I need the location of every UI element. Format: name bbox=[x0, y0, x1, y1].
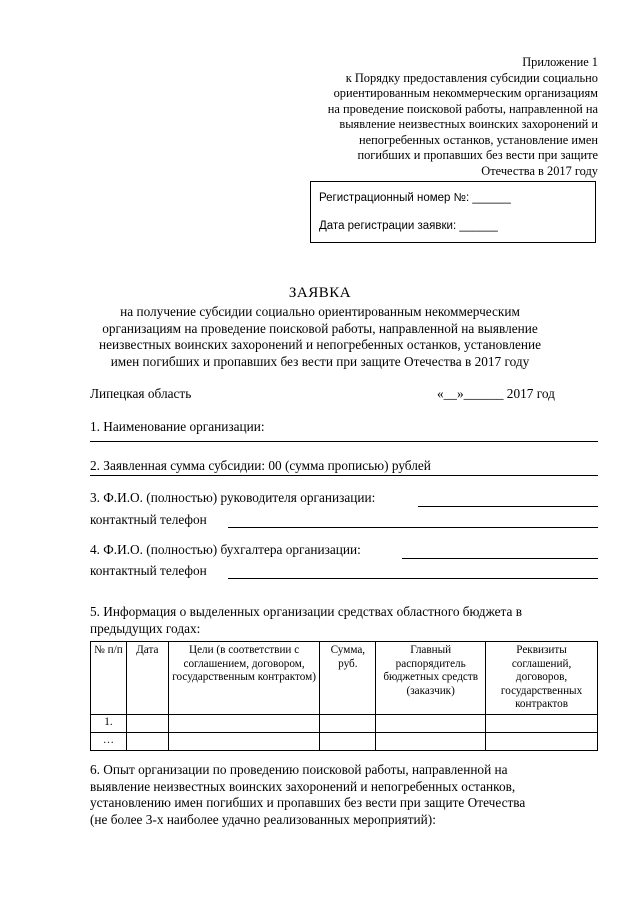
table-cell[interactable] bbox=[320, 714, 376, 732]
registration-date[interactable]: Дата регистрации заявки: ______ bbox=[319, 220, 498, 232]
col-details-header: Реквизиты соглашений, договоров, государственных контрактов bbox=[486, 642, 598, 715]
document-subtitle bbox=[0, 304, 640, 370]
col-goals-header: Цели (в соответствии с соглашением, договором, государственным контрактом) bbox=[168, 642, 320, 715]
region-label: Липецкая область bbox=[90, 386, 192, 401]
date-field[interactable]: «__»______ 2017 год bbox=[437, 386, 555, 401]
appendix-note bbox=[278, 55, 598, 179]
section6-line: (не более 3-х наиболее удачно реализованных мероприятий): bbox=[90, 811, 436, 827]
subtitle-line: организациям на проведение поисковой работы, направленной на выявление bbox=[102, 320, 538, 336]
table-cell[interactable] bbox=[320, 732, 376, 750]
table-cell[interactable] bbox=[376, 714, 486, 732]
table-cell[interactable]: 1. bbox=[91, 714, 127, 732]
accountant-name-label: 4. Ф.И.О. (полностью) бухгалтера организации: bbox=[90, 542, 361, 557]
subsidy-amount-field[interactable] bbox=[90, 475, 598, 476]
appendix-line: непогребенных останков, установление имен bbox=[358, 132, 598, 147]
appendix-line: Отечества в 2017 году bbox=[481, 163, 598, 178]
head-name-field[interactable] bbox=[418, 506, 598, 507]
appendix-line: на проведение поисковой работы, направленной на bbox=[327, 101, 598, 116]
subtitle-line: на получение субсидии социально ориентированным некоммерческим bbox=[120, 304, 520, 319]
section6-line: установлению имен погибших и пропавших без вести при защите Отечества bbox=[90, 795, 526, 810]
col-manager-header: Главный распорядитель бюджетных средств (заказчик) bbox=[376, 642, 486, 715]
budget-funds-table bbox=[90, 641, 598, 751]
col-sum-header: Сумма, руб. bbox=[320, 642, 376, 715]
table-cell[interactable] bbox=[486, 732, 598, 750]
col-number-header: № п/п bbox=[91, 642, 127, 715]
table-cell[interactable] bbox=[168, 714, 320, 732]
table-cell[interactable] bbox=[126, 714, 168, 732]
registration-number[interactable]: Регистрационный номер №: ______ bbox=[319, 192, 511, 204]
appendix-line: Приложение 1 bbox=[522, 55, 598, 69]
col-date-header: Дата bbox=[126, 642, 168, 715]
table-row bbox=[91, 714, 598, 732]
table-cell[interactable] bbox=[126, 732, 168, 750]
table-cell[interactable] bbox=[168, 732, 320, 750]
section6-line: выявление неизвестных воинских захоронений и непогребенных останков, bbox=[90, 778, 516, 794]
appendix-line: к Порядку предоставления субсидии социально bbox=[345, 70, 598, 85]
head-name-label: 3. Ф.И.О. (полностью) руководителя организации: bbox=[90, 490, 376, 505]
accountant-name-field[interactable] bbox=[402, 558, 598, 559]
appendix-line: погибших и пропавших без вести при защите bbox=[357, 148, 598, 162]
document-title: ЗАЯВКА bbox=[288, 285, 352, 301]
accountant-phone-label: контактный телефон bbox=[90, 563, 207, 578]
registration-box bbox=[310, 181, 596, 243]
section5-heading bbox=[90, 604, 598, 637]
section6-line: 6. Опыт организации по проведению поисковой работы, направленной на bbox=[90, 762, 508, 777]
table-row bbox=[91, 732, 598, 750]
appendix-line: выявление неизвестных воинских захоронений и bbox=[339, 117, 598, 131]
head-phone-label: контактный телефон bbox=[90, 512, 207, 527]
section5-line: 5. Информация о выделенных организации средствах областного бюджета в bbox=[90, 604, 522, 619]
head-phone-field[interactable] bbox=[228, 527, 598, 528]
section6-paragraph bbox=[90, 762, 598, 828]
subtitle-line: неизвестных воинских захоронений и непогребенных останков, установление bbox=[98, 337, 542, 352]
table-header-row bbox=[91, 642, 598, 715]
appendix-line: ориентированным некоммерческим организациям bbox=[333, 86, 598, 100]
table-cell[interactable] bbox=[376, 732, 486, 750]
table-cell[interactable]: … bbox=[91, 732, 127, 750]
table-cell[interactable] bbox=[486, 714, 598, 732]
org-name-field[interactable] bbox=[90, 441, 598, 442]
section5-line: предыдущих годах: bbox=[90, 620, 201, 636]
subtitle-line: имен погибших и пропавших без вести при защите Отечества в 2017 году bbox=[110, 353, 530, 369]
subsidy-amount-label: 2. Заявленная сумма субсидии: 00 (сумма прописью) рублей bbox=[90, 458, 431, 473]
accountant-phone-field[interactable] bbox=[228, 578, 598, 579]
org-name-label: 1. Наименование организации: bbox=[90, 419, 265, 434]
